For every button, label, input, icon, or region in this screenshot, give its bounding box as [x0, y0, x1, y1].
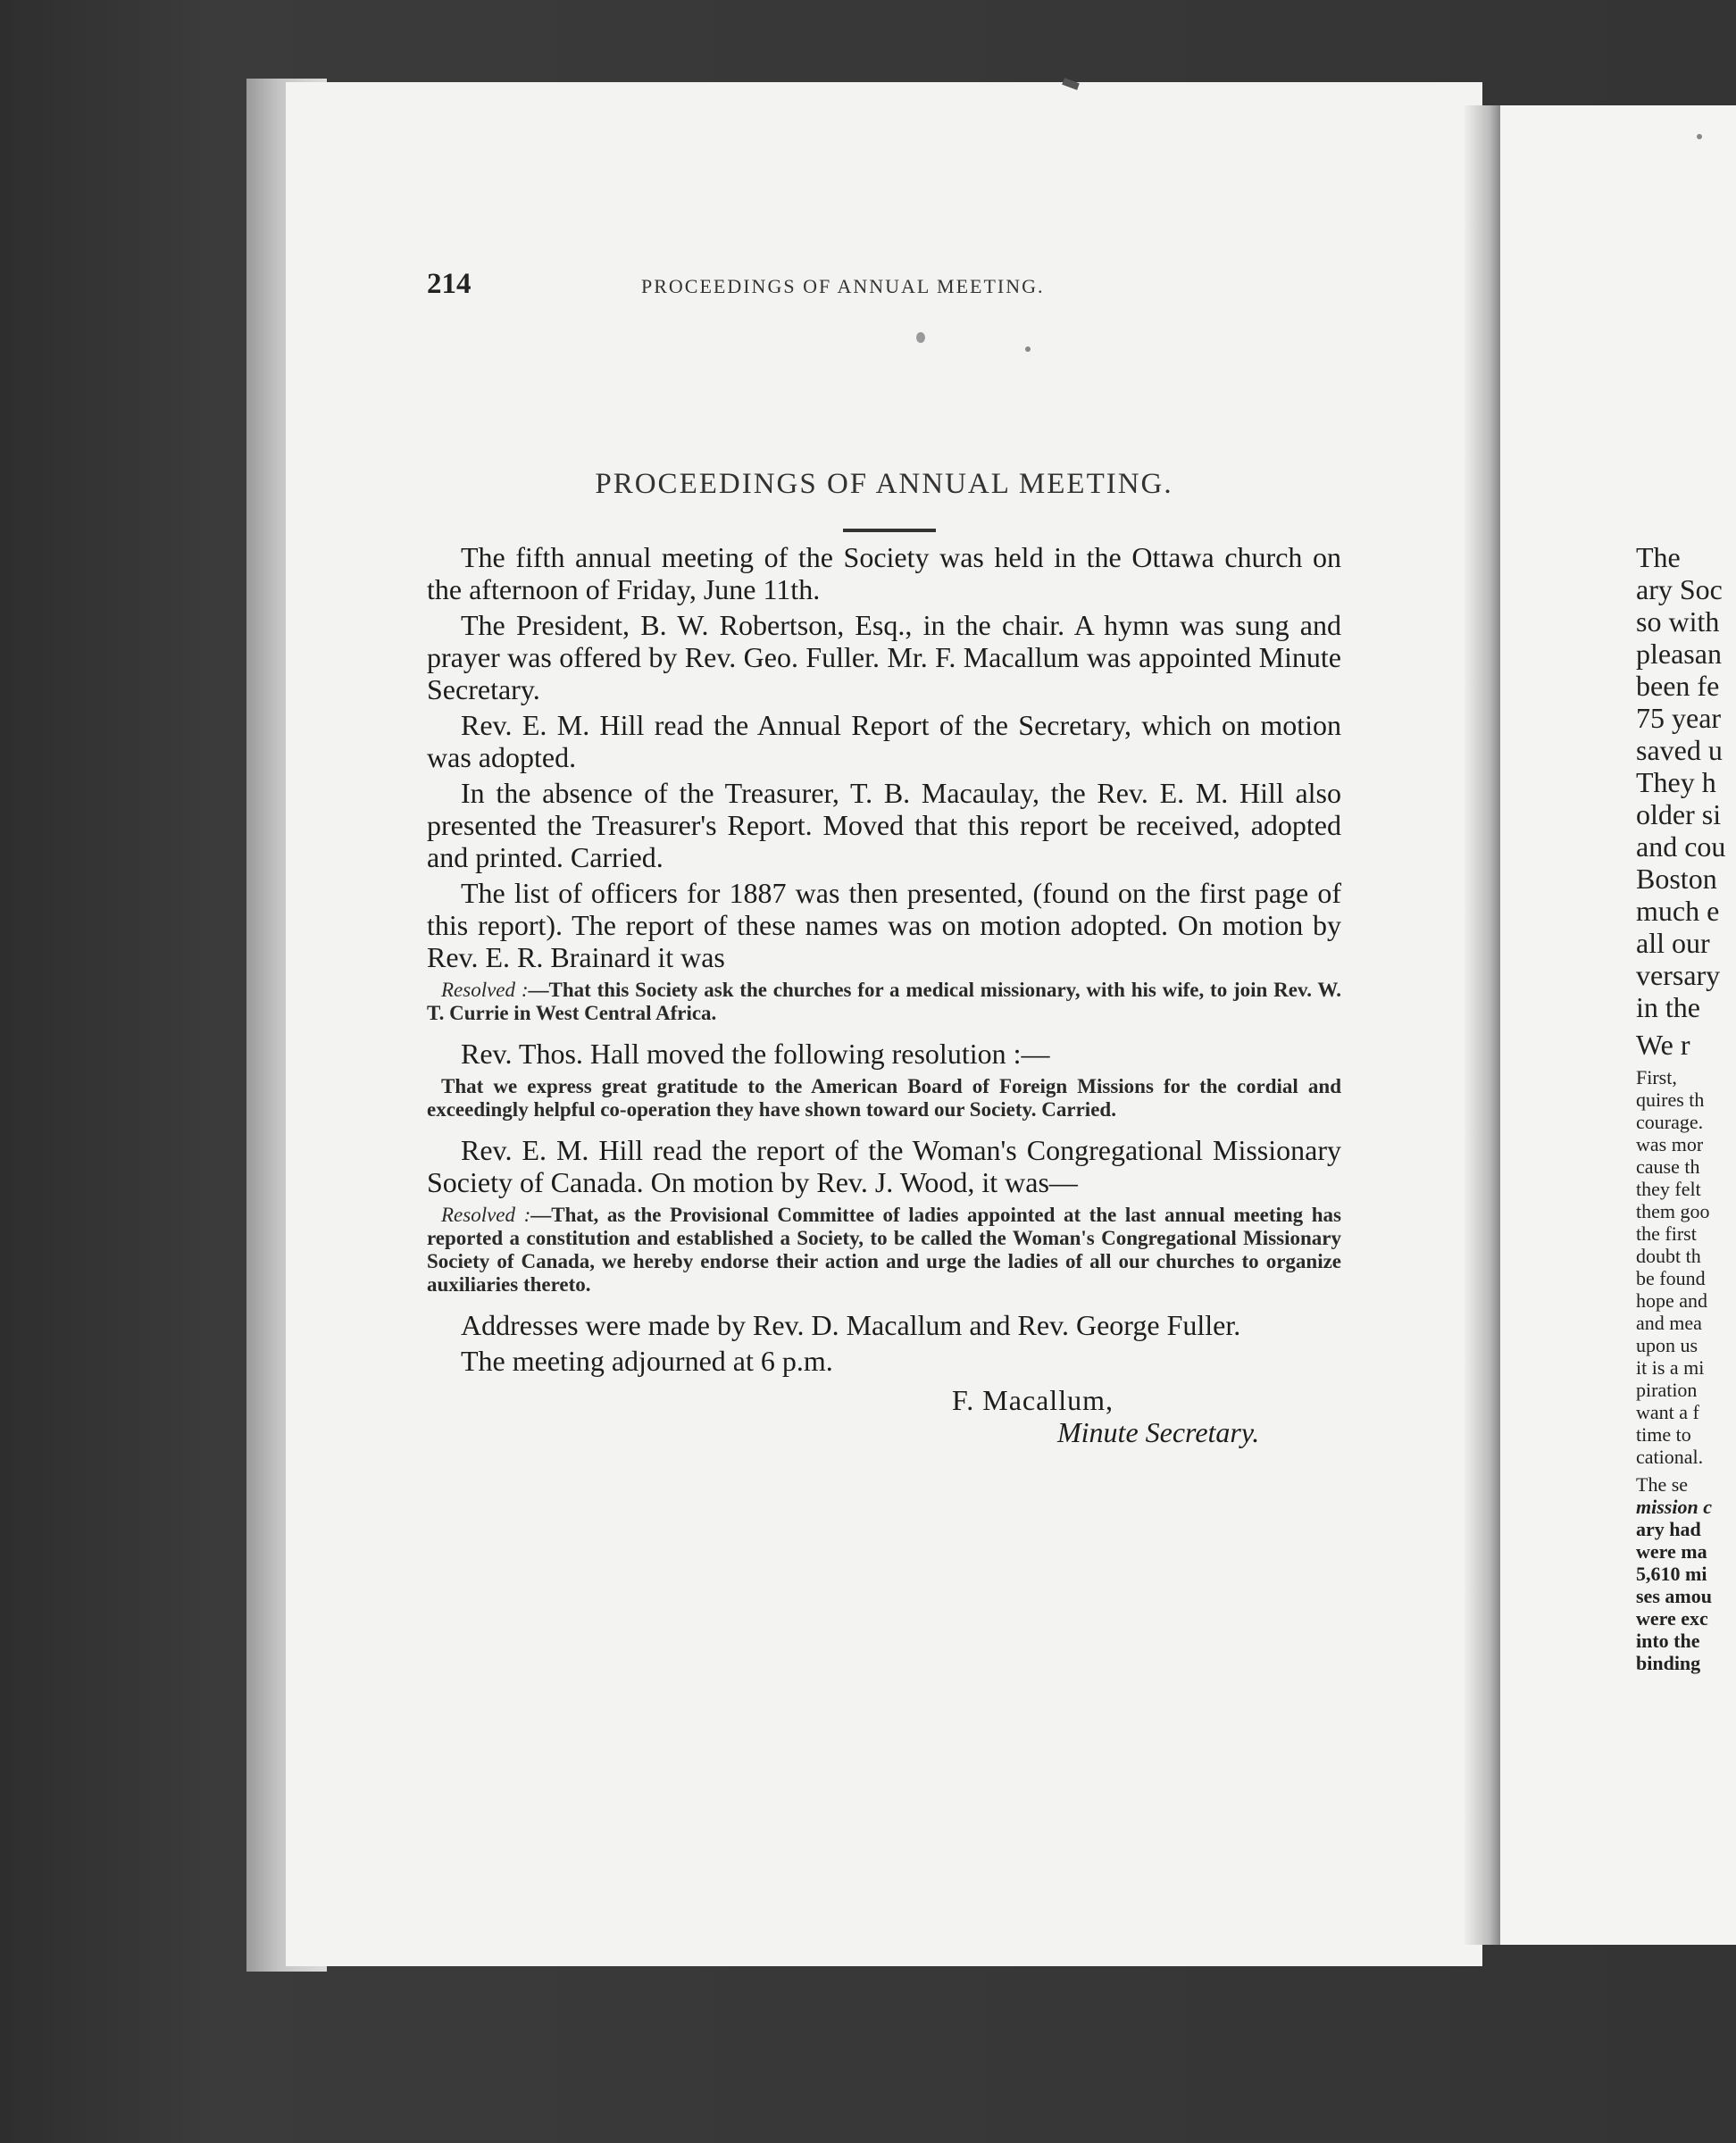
right-page-line: it is a mi: [1636, 1356, 1705, 1379]
right-page-line: ary had: [1636, 1518, 1701, 1540]
right-page-line: hope and: [1636, 1289, 1708, 1312]
right-page-line: courage.: [1636, 1111, 1704, 1133]
running-head: PROCEEDINGS OF ANNUAL MEETING.: [641, 275, 1045, 297]
paragraph: The fifth annual meeting of the Society was held in the Ottawa church on the afternoon of Friday, June 11th.: [427, 541, 1341, 605]
paragraph: Rev. Thos. Hall moved the following resolution :—: [461, 1038, 1050, 1070]
right-page-line: 75 year: [1636, 702, 1722, 734]
paragraph: The President, B. W. Robertson, Esq., in the chair. A hymn was sung and prayer was offered by Rev. Geo. Fuller. Mr. F. Macallum was appointed Minute Secretary.: [427, 609, 1341, 705]
right-page-line: all our: [1636, 927, 1710, 959]
scan-speck: [1697, 134, 1702, 139]
right-page-line: The: [1636, 541, 1681, 573]
resolution-text: —That, as the Provisional Committee of ladies appointed at the last annual meeting has reported a constitution and established a Society, to be called the Woman's Congregational Missionary Society of Canada, we hereby endorse their action and urge the ladies of all our churches to organize auxiliaries thereto.: [427, 1204, 1341, 1296]
right-page-line: so with: [1636, 605, 1720, 638]
paragraph: The meeting adjourned at 6 p.m.: [461, 1345, 833, 1377]
paragraph: Rev. E. M. Hill read the report of the Woman's Congregational Missionary Society of Canada. On motion by Rev. J. Wood, it was—: [427, 1134, 1341, 1198]
right-page-line: The se: [1636, 1473, 1689, 1496]
right-page-line: been fe: [1636, 670, 1720, 702]
resolved-label: Resolved :: [441, 979, 529, 1001]
right-page-line: time to: [1636, 1423, 1691, 1446]
right-page-line: want a f: [1636, 1401, 1699, 1423]
right-page-line: were exc: [1636, 1607, 1708, 1630]
right-page-line: doubt th: [1636, 1245, 1701, 1267]
right-page-line: versary: [1636, 959, 1721, 991]
right-page-line: pleasan: [1636, 638, 1722, 670]
right-page-text: [1636, 541, 1736, 1674]
right-page-line: into the: [1636, 1630, 1700, 1652]
scan-speck: [1025, 346, 1031, 352]
right-page-line: was mor: [1636, 1133, 1704, 1155]
paragraph: Addresses were made by Rev. D. Macallum and Rev. George Fuller.: [461, 1309, 1241, 1341]
right-page-line: older si: [1636, 798, 1722, 830]
right-page-line: quires th: [1636, 1088, 1705, 1111]
right-page-line: them goo: [1636, 1200, 1710, 1222]
right-page-line: cational.: [1636, 1446, 1704, 1468]
resolution-block: [427, 1204, 1341, 1297]
resolved-label: Resolved :: [441, 1204, 531, 1226]
right-page-line: 5,610 mi: [1636, 1563, 1707, 1585]
right-page-line: ses amou: [1636, 1585, 1712, 1607]
right-page-line: saved u: [1636, 734, 1723, 766]
paragraph: In the absence of the Treasurer, T. B. Macaulay, the Rev. E. M. Hill also presented the Treasurer's Report. Moved that this report be received, adopted and printed. Carried.: [427, 777, 1341, 873]
signature-block: [427, 1384, 1341, 1448]
right-page-line: and mea: [1636, 1312, 1702, 1334]
page-header: [427, 268, 1338, 321]
right-page-line: piration: [1636, 1379, 1698, 1401]
right-page-line: They h: [1636, 766, 1716, 798]
section-title: PROCEEDINGS OF ANNUAL MEETING.: [595, 468, 1173, 500]
right-page-line: be found: [1636, 1267, 1706, 1289]
minutes-body: [427, 541, 1341, 1448]
right-page-line: cause th: [1636, 1155, 1700, 1178]
paragraph: The list of officers for 1887 was then presented, (found on the first page of this report). The report of these names was on motion adopted. On motion by Rev. E. R. Brainard it was: [427, 877, 1341, 973]
right-page-line: in the: [1636, 991, 1700, 1023]
right-page-line: First,: [1636, 1066, 1677, 1088]
right-page-line: the first: [1636, 1222, 1697, 1245]
resolution-text: —That this Society ask the churches for a medical missionary, with his wife, to join Rev. W. T. Currie in West Central Africa.: [427, 979, 1341, 1024]
right-page-line: they felt: [1636, 1178, 1701, 1200]
right-page-line: much e: [1636, 895, 1720, 927]
page-number: 214: [427, 268, 472, 300]
paragraph: Rev. E. M. Hill read the Annual Report of the Secretary, which on motion was adopted.: [427, 709, 1341, 773]
right-page-line: binding: [1636, 1652, 1701, 1674]
right-page-line: were ma: [1636, 1540, 1707, 1563]
right-page-line: Boston: [1636, 863, 1717, 895]
right-page-line: and cou: [1636, 830, 1726, 863]
right-page-line: ary Soc: [1636, 573, 1723, 605]
resolution-block: [427, 979, 1341, 1025]
resolution-text: That we express great gratitude to the American Board of Foreign Missions for the cordial and exceedingly helpful co-operation they have shown toward our Society. Carried.: [427, 1075, 1341, 1121]
right-page-line: We r: [1636, 1029, 1690, 1061]
signature-title: Minute Secretary.: [1057, 1416, 1260, 1448]
right-page-line: upon us: [1636, 1334, 1698, 1356]
title-rule: [843, 529, 936, 532]
header-ornament: [916, 332, 925, 343]
right-page-line: mission c: [1636, 1496, 1712, 1518]
signature-name: F. Macallum,: [952, 1384, 1114, 1416]
